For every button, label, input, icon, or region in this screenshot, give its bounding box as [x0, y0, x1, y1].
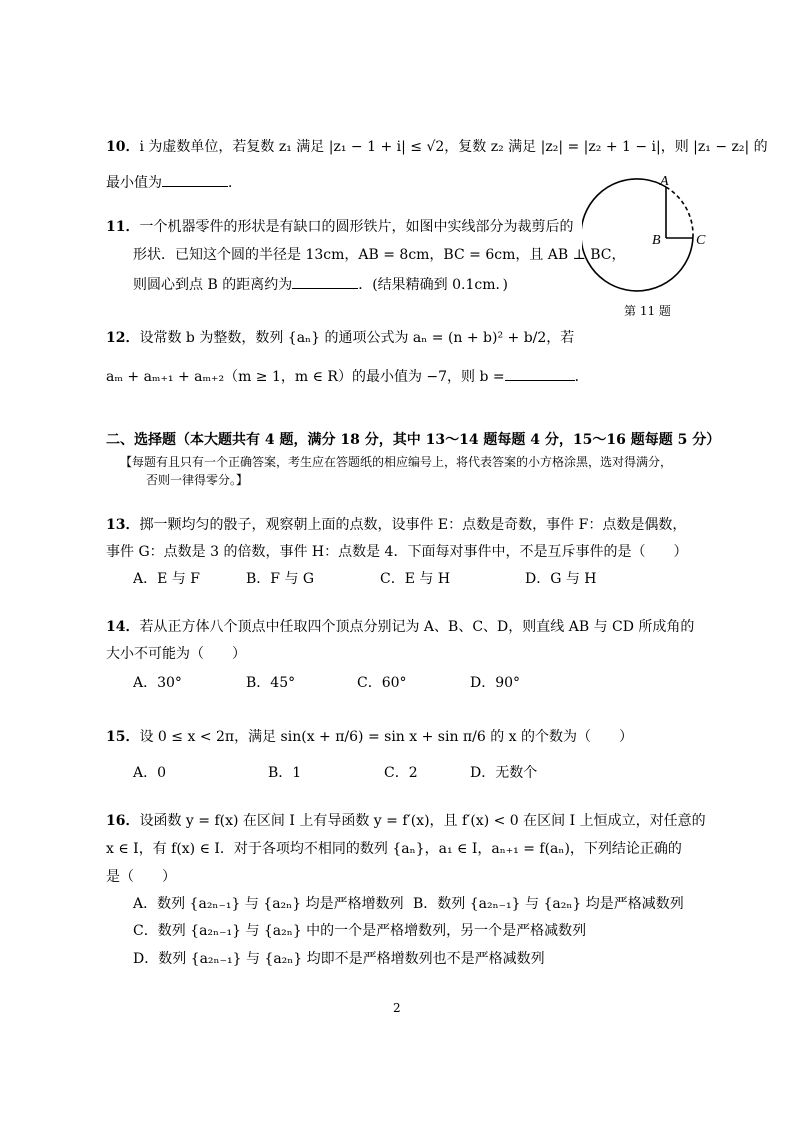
- section2-title: 二、选择题（本大题共有 4 题，满分 18 分，其中 13～14 题每题 4 分，15～16 题每题 5 分）: [106, 432, 721, 448]
- q13-number: 13．: [106, 517, 140, 533]
- q16-option-b[interactable]: B．数列 {a₂ₙ₋₁} 与 {a₂ₙ} 均是严格减数列: [413, 896, 684, 912]
- page-number: 2: [393, 1001, 401, 1015]
- q13-text-1: 掷一颗均匀的骰子，观察朝上面的点数，设事件 E：点数是奇数，事件 F：点数是偶数，: [139, 517, 687, 533]
- q11-text-3-tail: ．(结果精确到 0.1cm．): [358, 277, 508, 293]
- q16-line2: [106, 840, 682, 858]
- q14-option-c[interactable]: C．60°: [357, 675, 407, 691]
- q10-text-2: 最小值为: [106, 175, 162, 191]
- q16-text-2: x ∈ I，有 f(x) ∈ I．对于各项均不相同的数列 {aₙ}，a₁ ∈ I，aₙ₊₁ = f(aₙ)，下列结论正确的: [106, 841, 682, 857]
- q15-line1: [106, 728, 633, 746]
- q14-text-1: 若从正方体八个顶点中任取四个顶点分别记为 A、B、C、D，则直线 AB 与 CD 所成角的: [139, 619, 695, 635]
- q10-answer-blank[interactable]: [162, 172, 228, 187]
- q10-line2: 最小值为 ．: [106, 172, 242, 192]
- circle-solid-arc: [582, 179, 693, 291]
- q15-option-b[interactable]: B．1: [268, 765, 302, 781]
- section2-note-2: 否则一律得零分。】: [146, 473, 249, 487]
- label-c: C: [696, 233, 706, 248]
- q12-text-1: 设常数 b 为整数，数列 {aₙ} 的通项公式为 aₙ = (n + b)² + b/2，若: [139, 330, 575, 346]
- q16-option-c[interactable]: C．数列 {a₂ₙ₋₁} 与 {a₂ₙ} 中的一个是严格增数列，另一个是严格减数列: [133, 923, 587, 939]
- q16-line3: [106, 868, 176, 886]
- q14-line1: [106, 618, 694, 636]
- section2-note-1: 【每题有且只有一个正确答案，考生应在答题纸的相应编号上，将代表答案的小方格涂黑，选对得满分，: [120, 455, 673, 469]
- q11-text-3: 则圆心到点 B 的距离约为: [133, 277, 293, 293]
- q11-text-1: 一个机器零件的形状是有缺口的圆形铁片，如图中实线部分为裁剪后的: [139, 219, 574, 235]
- q10-number: 10．: [106, 139, 140, 155]
- q16-number: 16．: [106, 813, 140, 829]
- q10-text-1: i 为虚数单位，若复数 z₁ 满足 |z₁ − 1 + i| ≤ √2，复数 z₂ 满足 |z₂| = |z₂ + 1 − i|，则 |z₁ − z₂| 的: [139, 139, 768, 155]
- q14-number: 14．: [106, 619, 140, 635]
- q16-option-d[interactable]: D．数列 {a₂ₙ₋₁} 与 {a₂ₙ} 均即不是严格增数列也不是严格减数列: [133, 951, 545, 967]
- q15-text-1: 设 0 ≤ x < 2π，满足 sin(x + π/6) = sin x + sin π/6 的 x 的个数为（ ）: [139, 729, 633, 745]
- label-b: B: [652, 233, 661, 248]
- q14-text-2: 大小不可能为（ ）: [106, 646, 246, 662]
- q16-text-3: 是（ ）: [106, 869, 176, 885]
- q12-number: 12．: [106, 330, 140, 346]
- q13-line1: [106, 516, 686, 534]
- q15-number: 15．: [106, 729, 140, 745]
- circle-dashed-arc: [666, 187, 693, 236]
- q13-line2: [106, 543, 687, 561]
- q12-text-2: aₘ + aₘ₊₁ + aₘ₊₂（m ≥ 1，m ∈ R）的最小值为 −7，则 b =: [106, 369, 505, 385]
- q16-text-1: 设函数 y = f(x) 在区间 I 上有导函数 y = f′(x)，且 f′(x) < 0 在区间 I 上恒成立，对任意的: [139, 813, 706, 829]
- q15-option-c[interactable]: C．2: [384, 765, 418, 781]
- q13-option-b[interactable]: B．F 与 G: [246, 571, 315, 587]
- q12-line2: aₘ + aₘ₊₁ + aₘ₊₂（m ≥ 1，m ∈ R）的最小值为 −7，则 b = ．: [106, 366, 589, 386]
- q14-line2: [106, 645, 246, 663]
- figure-caption: 第 11 题: [624, 304, 671, 318]
- q14-option-a[interactable]: A．30°: [133, 675, 182, 691]
- q11-line1: [106, 218, 573, 236]
- q11-line2: [133, 246, 626, 264]
- q16-option-a[interactable]: A．数列 {a₂ₙ₋₁} 与 {a₂ₙ} 均是严格增数列: [133, 896, 404, 912]
- q13-option-d[interactable]: D．G 与 H: [525, 571, 597, 587]
- q13-text-2: 事件 G：点数是 3 的倍数，事件 H：点数是 4．下面每对事件中，不是互斥事件的是（ ）: [106, 544, 688, 560]
- q14-option-d[interactable]: D．90°: [470, 675, 521, 691]
- q12-line1: [106, 329, 574, 347]
- q11-line3: [133, 274, 508, 294]
- q14-option-b[interactable]: B．45°: [246, 675, 296, 691]
- q15-option-d[interactable]: D．无数个: [470, 765, 538, 781]
- q10-line1: [106, 138, 768, 156]
- q12-answer-blank[interactable]: [505, 366, 575, 381]
- q11-text-2: 形状．已知这个圆的半径是 13cm，AB = 8cm，BC = 6cm，且 AB ⊥ BC，: [133, 247, 626, 263]
- q13-option-c[interactable]: C．E 与 H: [380, 571, 451, 587]
- q16-line1: [106, 812, 706, 830]
- q11-answer-blank[interactable]: [292, 274, 358, 289]
- q15-option-a[interactable]: A．0: [133, 765, 167, 781]
- q11-number: 11．: [106, 219, 140, 235]
- q11-figure: [582, 175, 722, 321]
- label-a: A: [660, 175, 669, 189]
- q13-option-a[interactable]: A．E 与 F: [133, 571, 200, 587]
